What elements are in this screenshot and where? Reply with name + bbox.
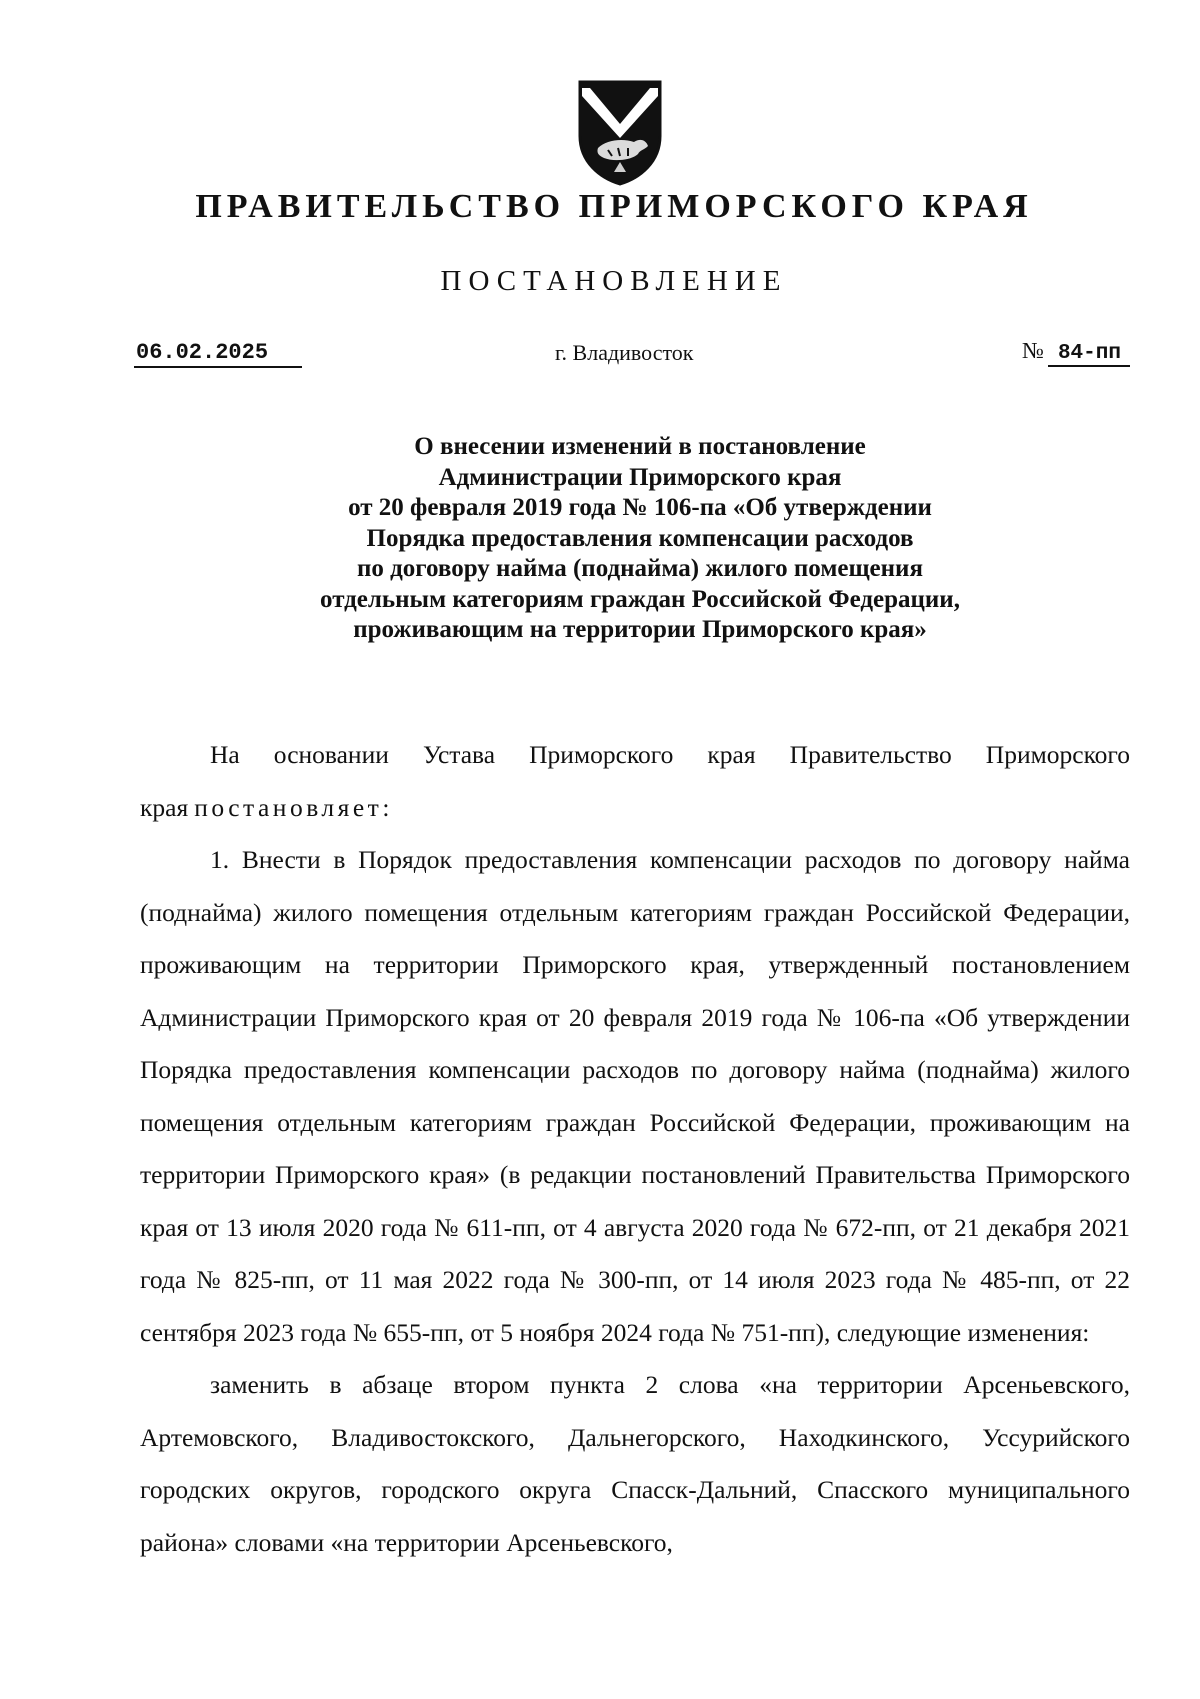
heading-line: О внесении изменений в постановление [414,433,866,460]
heading-line: по договору найма (поднайма) жилого помещения [356,555,923,582]
heading-line: от 20 февраля 2019 года № 106-па «Об утверждении [348,494,932,521]
document-type: ПОСТАНОВЛЕНИЕ [440,265,788,297]
document-heading [200,432,1080,646]
heading-line: отдельным категориям граждан Российской Федерации, [320,585,960,613]
document-date: 06.02.2025 [134,340,302,368]
document-number: 84-пп [1048,342,1130,367]
coat-of-arms-icon [574,78,666,188]
government-title: ПРАВИТЕЛЬСТВО ПРИМОРСКОГО КРАЯ [195,188,1033,225]
preamble-verb: постановляет: [194,792,393,822]
heading-line: проживающим на территории Приморского края» [353,616,927,643]
change-1-paragraph: заменить в абзаце втором пункта 2 слова «на территории Арсеньевского, Артемовского, Владивостокского, Дальнегорского, Находкинского, Уссурийского городских округов, городского округа Спасск-Дальний, Спасского муниципального района» словами «на территории Арсеньевского, [140,1370,1130,1557]
number-prefix: № [1022,338,1044,363]
heading-line: Администрации Приморского края [438,463,842,491]
preamble-text: На основании Устава Приморского края Правительство Приморского края [140,740,1130,822]
heading-line: Порядка предоставления компенсации расходов [366,524,914,552]
document-number-block [1022,338,1130,367]
document-body [140,729,1130,1569]
item-1-paragraph: 1. Внести в Порядок предоставления компенсации расходов по договору найма (поднайма) жилого помещения отдельным категориям граждан Российской Федерации, проживающим на территории Приморского края, утвержденный постановлением Администрации Приморского края от 20 февраля 2019 года № 106-па «Об утверждении Порядка предоставления компенсации расходов по договору найма (поднайма) жилого помещения отдельным категориям граждан Российской Федерации, проживающим на территории Приморского края» (в редакции постановлений Правительства Приморского края от 13 июля 2020 года № 611-пп, от 4 августа 2020 года № 672-пп, от 21 декабря 2021 года № 825-пп, от 11 мая 2022 года № 300-пп, от 14 июля 2023 года № 485-пп, от 22 сентября 2023 года № 655-пп, от 5 ноября 2024 года № 751-пп), следующие изменения: [140,845,1130,1347]
preamble-paragraph [140,729,1130,834]
document-city: г. Владивосток [555,340,694,365]
